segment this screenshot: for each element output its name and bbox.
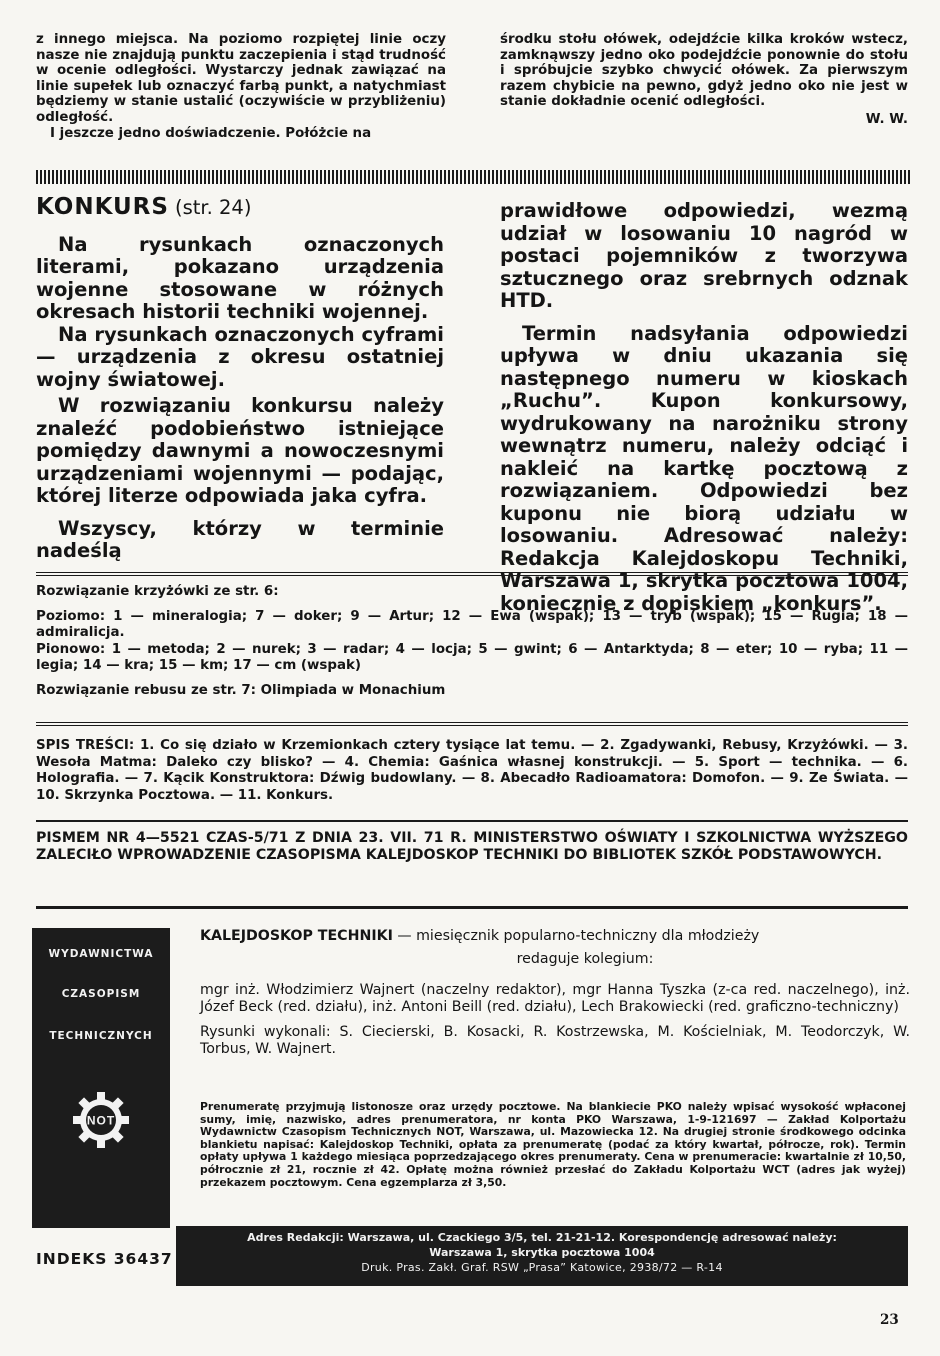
print-info: Druk. Pras. Zakł. Graf. RSW „Prasa” Katowice, 2938/72 — R-14 xyxy=(361,1261,723,1274)
solutions-block xyxy=(36,584,908,699)
publisher-line-3: TECHNICZNYCH xyxy=(49,1030,153,1042)
index-number: INDEKS 36437 xyxy=(36,1250,173,1268)
masthead-divider xyxy=(36,906,908,909)
konkurs-heading xyxy=(36,196,444,220)
not-logo-text: NOT xyxy=(86,1113,116,1128)
konkurs-page-ref: (str. 24) xyxy=(174,196,252,219)
article-end-right-text: środku stołu ołówek, odejdźcie kilka kroków wstecz, zamknąwszy jedno oko podejdźcie ponownie do stołu i spróbujcie szybko chwycić ołówek. Za pierwszym razem chybicie na pewno, gdyż jedno oko nie jest w stanie dokładnie ocenić odległości. xyxy=(500,32,908,110)
postal-box: Warszawa 1, skrytka pocztowa 1004 xyxy=(429,1246,655,1259)
editors-heading: redaguje kolegium: xyxy=(516,951,654,967)
gear-icon xyxy=(71,1090,131,1150)
crossword-across: Poziomo: 1 — mineralogia; 7 — doker; 9 — Artur; 12 — Ewa (wspak); 13 — tryb (wspak); 15 — Rugia; 18 — admiralicja. xyxy=(36,608,908,640)
konkurs-paragraph-4: Wszyscy, którzy w terminie nadeślą xyxy=(36,516,444,562)
konkurs-paragraph-5: prawidłowe odpowiedzi, wezmą udział w losowaniu 10 nagród w postaci pojemników z tworzywa sztucznego oraz srebrnych odznak HTD. xyxy=(500,199,908,312)
konkurs-paragraph-1: Na rysunkach oznaczonych literami, pokazano urządzenia wojenne stosowane w różnych okresach historii techniki wojennej. xyxy=(36,232,444,323)
publisher-line-2: CZASOPISM xyxy=(61,988,141,1000)
konkurs-title: KONKURS xyxy=(36,194,169,220)
publisher-line-1: WYDAWNICTWA xyxy=(48,948,154,960)
comb-divider xyxy=(36,170,910,184)
konkurs-right-column xyxy=(500,200,908,615)
magazine-description: — miesięcznik popularno-techniczny dla młodzieży xyxy=(397,928,760,944)
article-end-left-column xyxy=(36,32,446,141)
toc-divider xyxy=(36,722,908,726)
illustrators: Rysunki wykonali: S. Ciecierski, B. Kosacki, R. Kostrzewska, M. Kościelniak, M. Teodorczyk, W. Torbus, W. Wajnert. xyxy=(200,1024,910,1057)
editorial-board: mgr inż. Włodzimierz Wajnert (naczelny redaktor), mgr Hanna Tyszka (z-ca red. naczelnego), inż. Józef Beck (red. działu), inż. Antoni Beill (red. działu), Lech Brakowiecki (red. graficzno-techniczny) xyxy=(200,982,910,1015)
rebus-solution: Rozwiązanie rebusu ze str. 7: Olimpiada w Monachium xyxy=(36,682,446,698)
publisher-box xyxy=(32,928,170,1228)
editorial-address-bar xyxy=(176,1226,908,1286)
konkurs-paragraph-6: Termin nadsyłania odpowiedzi upływa w dniu ukazania się następnego numeru w kioskach „Ruchu”. Kupon konkursowy, wydrukowany na narożniku strony wewnątrz numeru, należy odciąć i nakleić na kartkę pocztową z rozwiązaniem. Odpowiedzi bez kuponu nie biorą udziału w losowaniu. Adresować należy: Redakcja Kalejdoskopu Techniki, Warszawa 1, skrytka pocztowa 1004, koniecznie z dopiskiem „konkurs”. xyxy=(500,321,908,615)
notice-divider xyxy=(36,820,908,822)
editorial-address: Adres Redakcji: Warszawa, ul. Czackiego 3/5, tel. 21-21-12. Korespondencję adresować należy: xyxy=(247,1231,837,1244)
article-signature: W. W. xyxy=(865,111,908,127)
table-of-contents: SPIS TREŚCI: 1. Co się działo w Krzemionkach cztery tysiące lat temu. — 2. Zgadywanki, Rebusy, Krzyżówki. — 3. Wesoła Matma: Daleko czy blisko? — 4. Chemia: Gaśnica własnej konstrukcji. — 5. Sport — technika. — 6. Holografia. — 7. Kącik Konstruktora: Dźwig budowlany. — 8. Abecadło Radioamatora: Domofon. — 9. Ze Świata. — 10. Skrzynka Pocztowa. — 11. Konkurs. xyxy=(36,738,908,803)
masthead xyxy=(200,928,910,1058)
konkurs-paragraph-2: Na rysunkach oznaczonych cyframi — urządzenia z okresu ostatniej wojny światowej. xyxy=(36,322,444,391)
magazine-title: KALEJDOSKOP TECHNIKI xyxy=(200,928,393,944)
article-end-left-text: z innego miejsca. Na poziomo rozpiętej linie oczy nasze nie znajdują punktu zaczepienia i stąd trudność w ocenie odległości. Wystarczy jednak zawiązać na linie supełek lub oznaczyć farbą punkt, a natychmiast będziemy w stanie ustalić (oczywiście w przybliżeniu) odległość. xyxy=(36,32,446,125)
page-number: 23 xyxy=(880,1312,899,1328)
article-end-right-column xyxy=(500,32,908,128)
ministry-notice: PISMEM NR 4—5521 CZAS-5/71 Z DNIA 23. VII. 71 R. MINISTERSTWO OŚWIATY I SZKOLNICTWA WYŻSZEGO ZALECIŁO WPROWADZENIE CZASOPISMA KALEJDOSKOP TECHNIKI DO BIBLIOTEK SZKÓŁ PODSTAWOWYCH. xyxy=(36,830,908,863)
section-divider xyxy=(36,572,908,576)
crossword-down: Pionowo: 1 — metoda; 2 — nurek; 3 — radar; 4 — locja; 5 — gwint; 6 — Antarktyda; 8 — eter; 10 — ryba; 11 — legia; 14 — kra; 15 — km; 17 — cm (wspak) xyxy=(36,641,908,673)
article-end-left-last: I jeszcze jedno doświadczenie. Połóżcie na xyxy=(50,125,372,141)
subscription-info: Prenumeratę przyjmują listonosze oraz urzędy pocztowe. Na blankiecie PKO należy wpisać wysokość wpłaconej sumy, imię, nazwisko, adres prenumeratora, nr konta PKO Warszawa, 1-9-121697 — Zakład Kolportażu Wydawnictw Czasopism Technicznych NOT, Warszawa, ul. Mazowiecka 12. Na drugiej stronie środkowego odcinka blankietu napisać: Kalejdoskop Techniki, opłata za prenumeratę (podać za który kwartał, półrocze, rok). Termin opłaty upływa 1 każdego miesiąca poprzedzającego okres prenumeraty. Cena w prenumeracie: kwartalnie zł 10,50, półrocznie zł 21, rocznie zł 42. Opłatę można również przesłać do Zakładu Kolportażu WCT (adres jak wyżej) przekazem pocztowym. Cena egzemplarza zł 3,50. xyxy=(200,1100,906,1189)
konkurs-paragraph-3: W rozwiązaniu konkursu należy znaleźć podobieństwo istniejące pomiędzy dawnymi a nowoczesnymi urządzeniami wojennymi — podając, której literze odpowiada jaka cyfra. xyxy=(36,394,444,507)
konkurs-left-column xyxy=(36,196,444,563)
masthead-title-line xyxy=(200,928,910,945)
crossword-solution-title: Rozwiązanie krzyżówki ze str. 6: xyxy=(36,584,279,599)
